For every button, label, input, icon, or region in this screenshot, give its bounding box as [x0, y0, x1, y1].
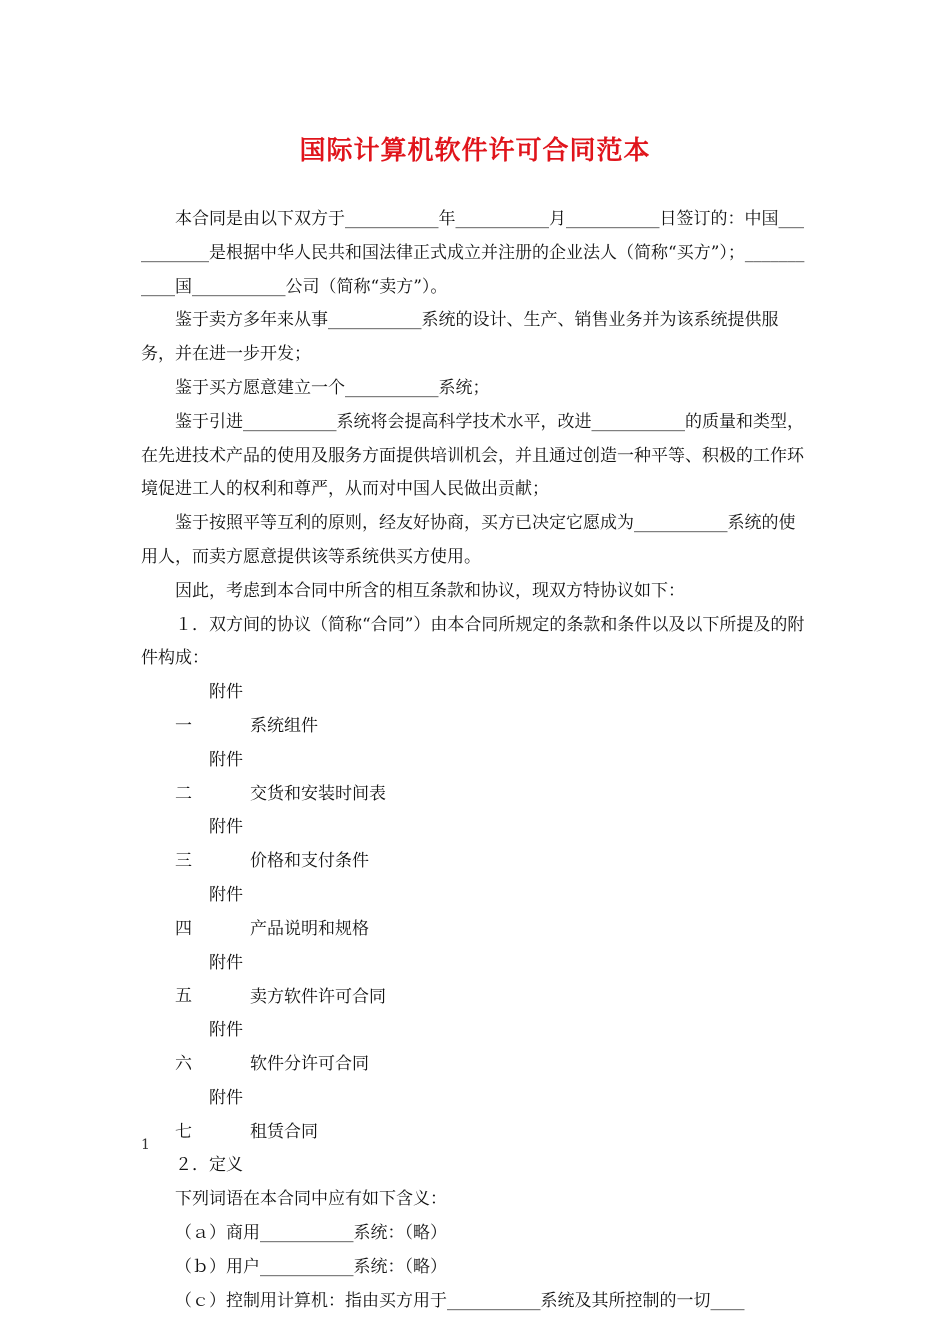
definition-item-b: （ｂ）用户___________系统：（略）	[141, 1251, 811, 1285]
clause-2-heading: ２．定义	[141, 1149, 811, 1183]
definition-item-c: （ｃ）控制用计算机：指由买方用于___________系统及其所控制的一切____	[141, 1285, 811, 1318]
annex-name: 产品说明和规格	[250, 919, 369, 939]
clause-1-agreement: １．双方间的协议（简称“合同”）由本合同所规定的条款和条件以及以下所提及的附件构成：	[141, 609, 811, 677]
annex-item	[141, 811, 811, 879]
paragraph-whereas-equality: 鉴于按照平等互利的原则，经友好协商，买方已决定它愿成为___________系统的使用人，而卖方愿意提供该等系统供买方使用。	[141, 507, 811, 575]
annex-name: 交货和安装时间表	[250, 784, 386, 804]
document-title: 国际计算机软件许可合同范本	[0, 130, 950, 167]
paragraph-whereas-seller: 鉴于卖方多年来从事___________系统的设计、生产、销售业务并为该系统提供服务，并在进一步开发；	[141, 304, 811, 372]
annex-number: 附件五	[175, 947, 250, 1015]
annex-number: 附件四	[175, 879, 250, 947]
clause-2-intro: 下列词语在本合同中应有如下含义：	[141, 1183, 811, 1217]
annex-name: 软件分许可合同	[250, 1054, 369, 1074]
paragraph-parties: 本合同是由以下双方于___________年___________月___________日签订的：中国___________是根据中华人民共和国法律正式成立并注册的企业法人（简称“买方”）；___________国___________公司（简称“卖方”）。	[141, 203, 811, 304]
annex-item	[141, 1082, 811, 1150]
annex-number: 附件一	[175, 676, 250, 744]
annex-item	[141, 879, 811, 947]
document-body	[141, 203, 811, 1318]
page-number: 1	[141, 1137, 150, 1153]
definition-item-a: （ａ）商用___________系统：（略）	[141, 1217, 811, 1251]
annex-name: 系统组件	[250, 716, 318, 736]
annex-number: 附件六	[175, 1014, 250, 1082]
annex-name: 租赁合同	[250, 1122, 318, 1142]
annex-number: 附件三	[175, 811, 250, 879]
paragraph-whereas-buyer: 鉴于买方愿意建立一个___________系统；	[141, 372, 811, 406]
annex-item	[141, 947, 811, 1015]
annex-item	[141, 1014, 811, 1082]
annex-number: 附件七	[175, 1082, 250, 1150]
annex-name: 价格和支付条件	[250, 851, 369, 871]
annex-item	[141, 744, 811, 812]
paragraph-whereas-introduction: 鉴于引进___________系统将会提高科学技术水平，改进___________的质量和类型，在先进技术产品的使用及服务方面提供培训机会，并且通过创造一种平等、积极的工作环境促进工人的权利和尊严，从而对中国人民做出贡献；	[141, 406, 811, 507]
annex-name: 卖方软件许可合同	[250, 986, 386, 1006]
annex-number: 附件二	[175, 744, 250, 812]
paragraph-therefore: 因此，考虑到本合同中所含的相互条款和协议，现双方特协议如下：	[141, 575, 811, 609]
annex-item	[141, 676, 811, 744]
